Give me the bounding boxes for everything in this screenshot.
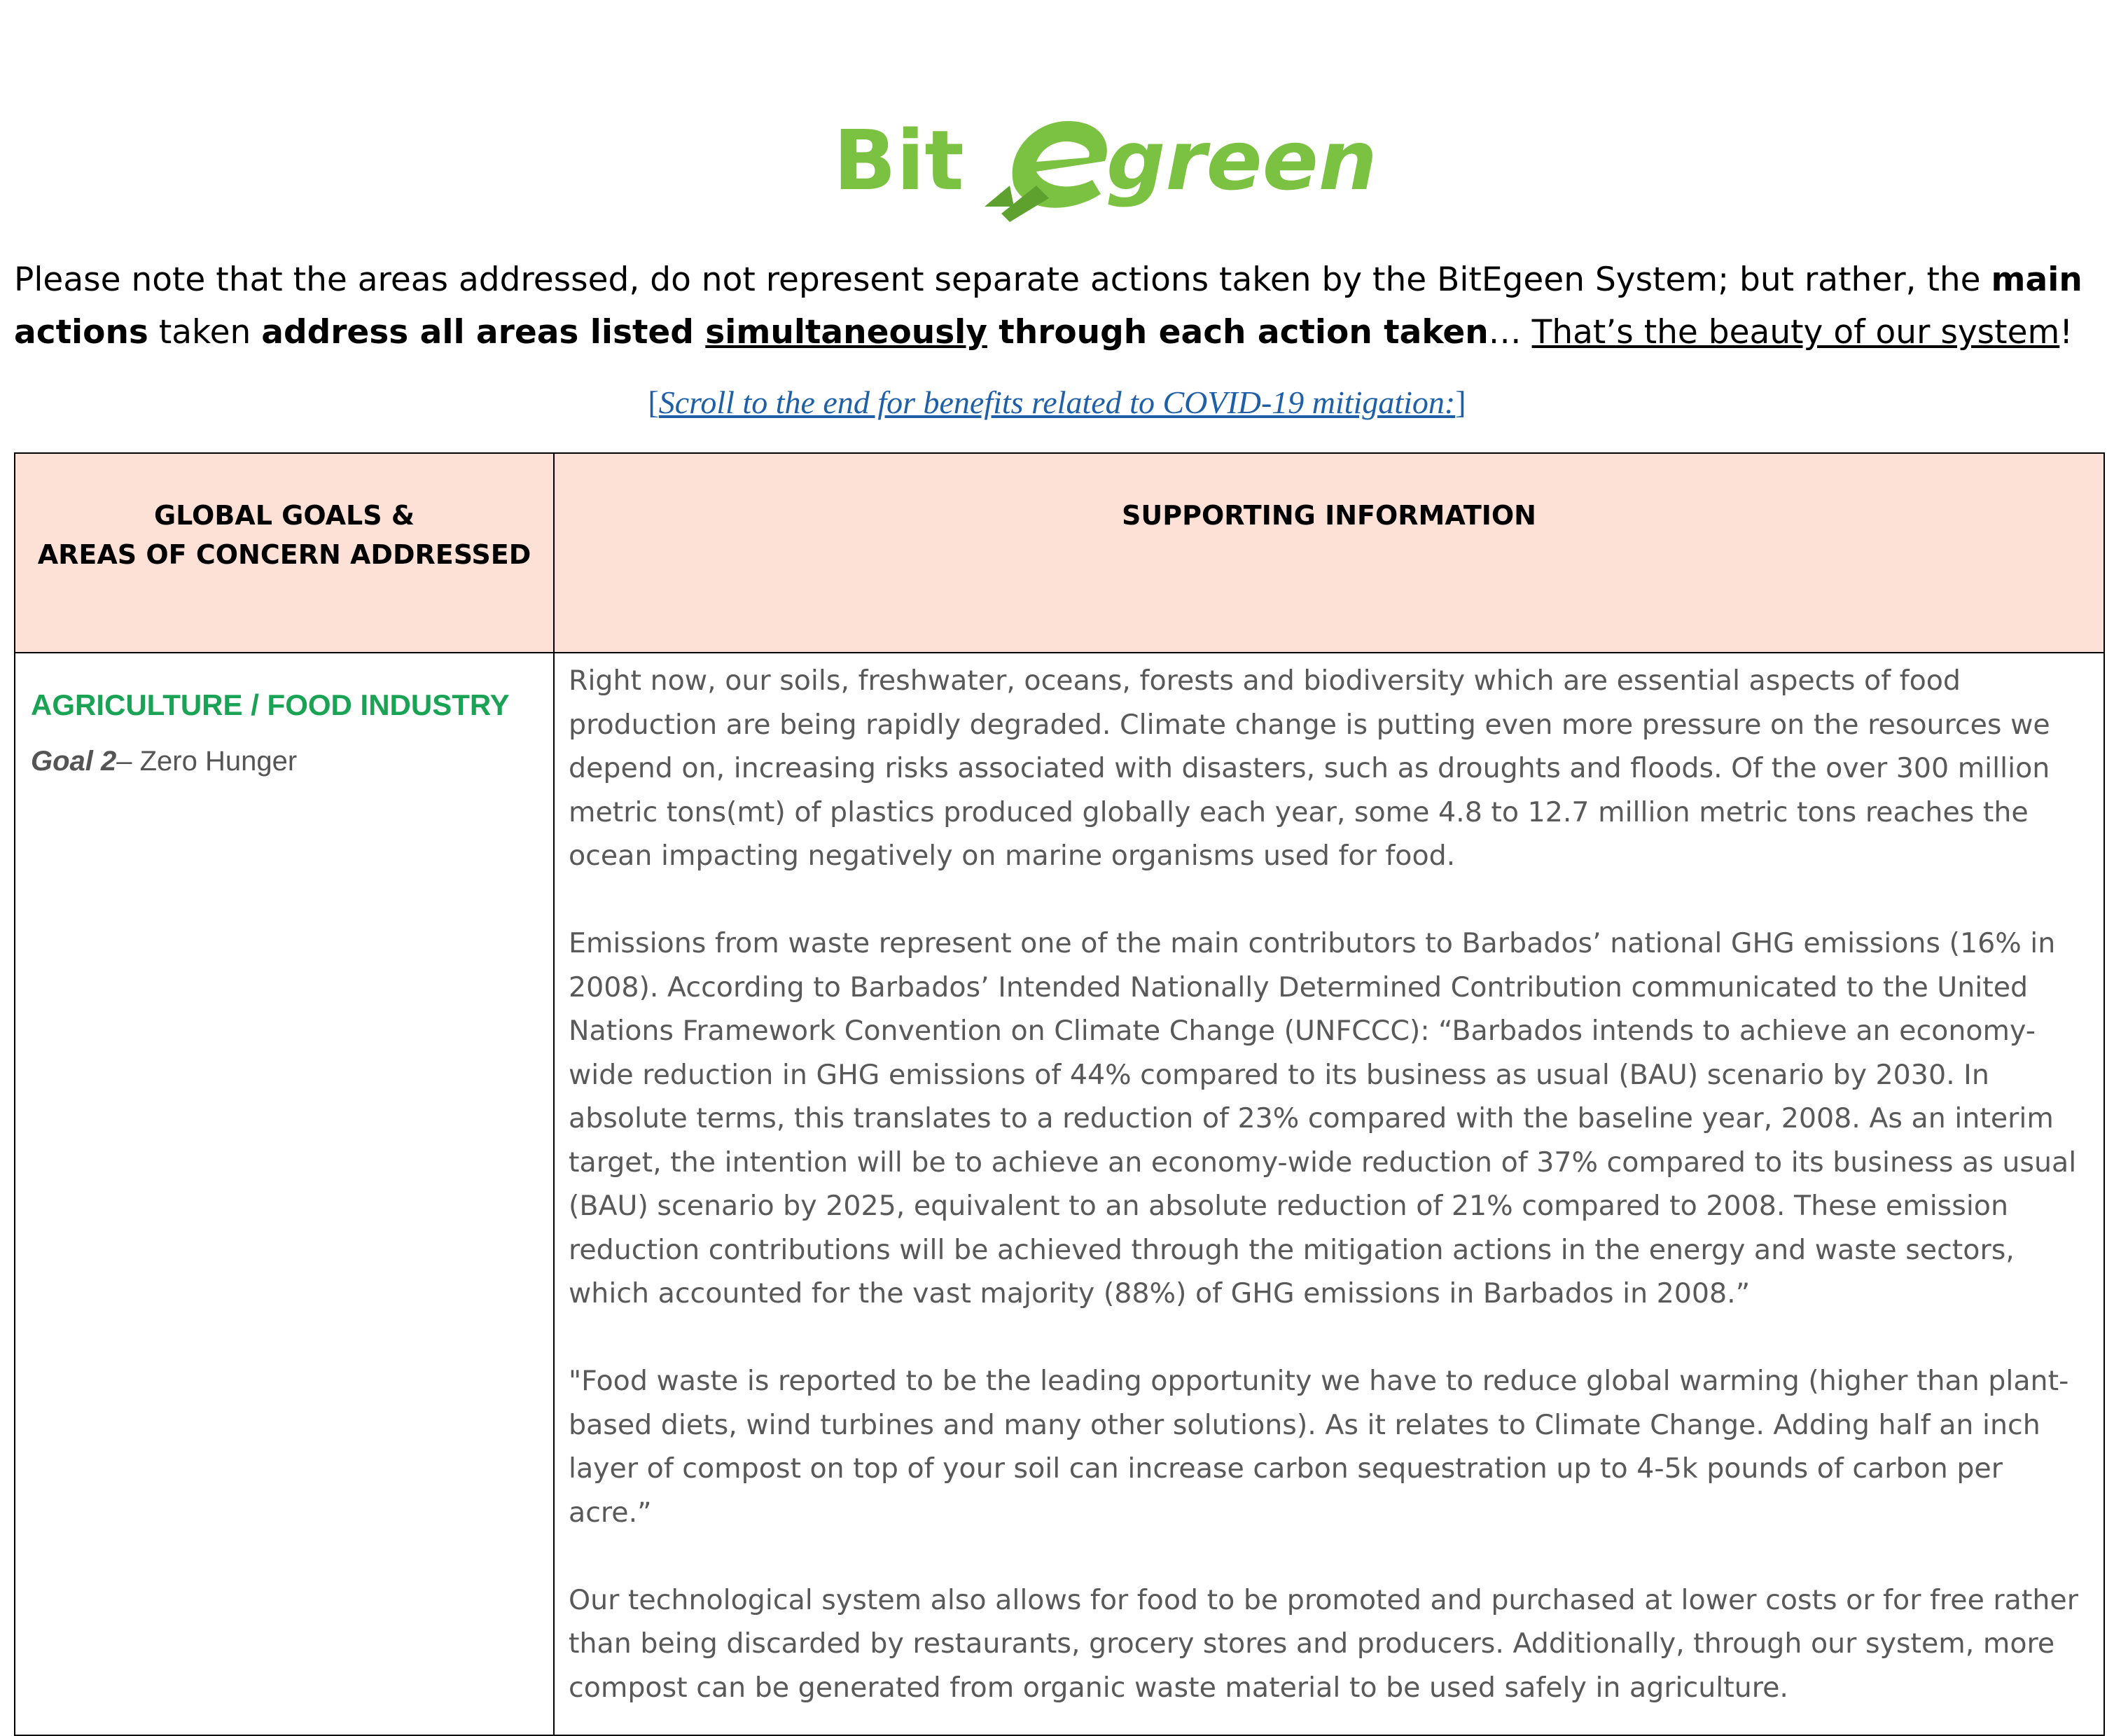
info-paragraph: Our technological system also allows for food to be promoted and purchased at lower costs or for free rather than being discarded by restaurants, grocery stores and producers. Additionally, through our system, more compost can be generated from organic waste material to be used safely in agriculture. (569, 1583, 2078, 1704)
info-paragraph: Right now, our soils, freshwater, oceans, forests and biodiversity which are essential aspects of food production are being rapidly degraded. Climate change is putting even more pressure on the resources we depend on, increasing risks associated with disasters, such as droughts and floods. Of the over 300 million metric tons(mt) of plastics produced globally each year, some 4.8 to 12.7 million metric tons reaches the ocean impacting negatively on marine organisms used for food. (569, 665, 2050, 872)
goal-label (31, 746, 534, 777)
header-supporting-information: SUPPORTING INFORMATION (554, 453, 2104, 653)
goal-text: – Zero Hunger (116, 746, 298, 777)
intro-bold-address: address all areas listed (261, 313, 706, 352)
intro-bold-simultaneously: simultaneously (705, 313, 987, 352)
info-paragraph: "Food waste is reported to be the leading opportunity we have to reduce global warming (higher than plant-based diets, wind turbines and many other solutions). As it relates to Climate Change. Adding half an inch layer of compost on top of your soil can increase carbon sequestration up to 4-5k pounds of carbon per acre.” (569, 1365, 2069, 1529)
scroll-note (0, 384, 2114, 421)
intro-underline-beauty: That’s the beauty of our system (1531, 313, 2060, 352)
intro-bold-each-action: through each action taken (987, 313, 1489, 352)
supporting-info-cell (554, 653, 2104, 1735)
logo-word-green: green (1106, 112, 1377, 209)
header-global-goals: GLOBAL GOALS & AREAS OF CONCERN ADDRESSED (15, 453, 554, 653)
goals-table (14, 452, 2105, 1736)
scroll-note-bracket: ] (1455, 384, 1466, 420)
table-header-row (15, 453, 2104, 653)
intro-paragraph (14, 254, 2101, 359)
intro-text: … (1488, 313, 1532, 352)
intro-text: ! (2059, 313, 2073, 352)
e-arrow-logo-icon (985, 121, 1107, 222)
info-paragraph: Emissions from waste represent one of the main contributors to Barbados’ national GHG emissions (16% in 2008). According to Barbados’ Intended Nationally Determined Contribution communicated to the United Nations Framework Convention on Climate Change (UNFCCC): “Barbados intends to achieve an economy-wide reduction in GHG emissions of 44% compared to its business as usual (BAU) scenario by 2030. In absolute terms, this translates to a reduction of 23% compared with the baseline year, 2008. As an interim target, the intention will be to achieve an economy-wide reduction of 37% compared to its business as usual (BAU) scenario by 2025, equivalent to an absolute reduction of 21% compared to 2008. These emission reduction contributions will be achieved through the mitigation actions in the energy and waste sectors, which accounted for the vast majority (88%) of GHG emissions in Barbados in 2008.” (569, 927, 2077, 1310)
covid-benefits-link[interactable]: Scroll to the end for benefits related to COVID-19 mitigation: (658, 384, 1456, 420)
goal-number: Goal 2 (31, 746, 117, 777)
intro-text: taken (148, 313, 262, 352)
intro-text: Please note that the areas addressed, do not represent separate actions taken by the BitEgeen System; but rather, the (14, 261, 1991, 299)
intro-bold-main-actions: main actions (14, 261, 2082, 352)
category-title: AGRICULTURE / FOOD INDUSTRY (31, 688, 510, 721)
logo-word-bit: Bit (833, 112, 964, 209)
scroll-note-bracket: [ (648, 384, 659, 420)
goal-cell (15, 653, 554, 1735)
table-row (15, 653, 2104, 1735)
bitgreen-logo (826, 102, 1377, 228)
